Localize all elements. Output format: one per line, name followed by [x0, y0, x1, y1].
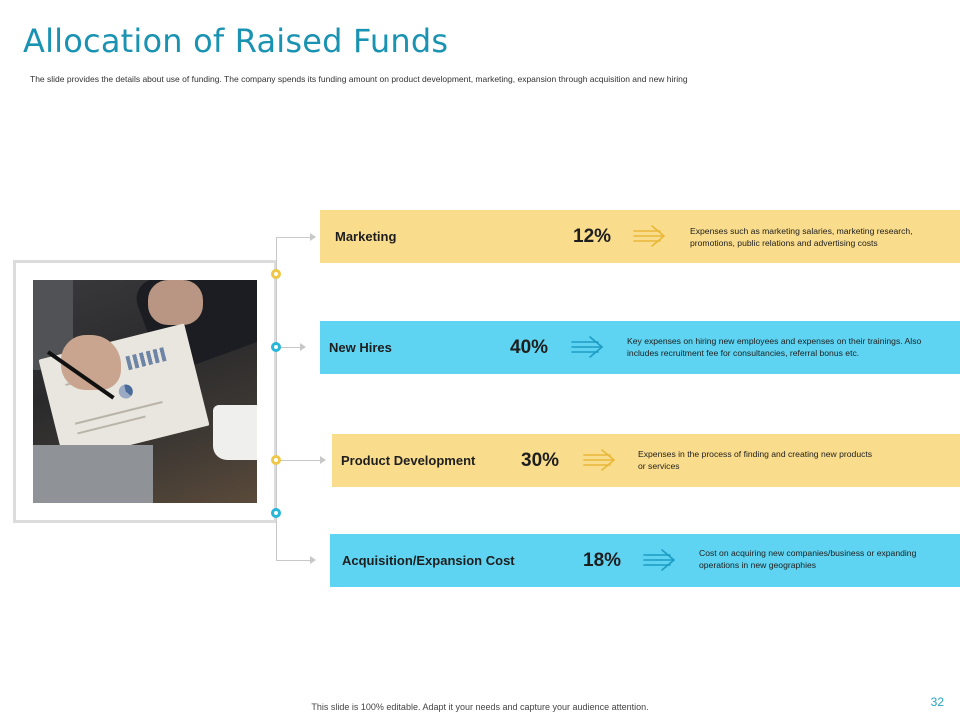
row-label: New Hires	[329, 340, 392, 355]
double-arrow-icon	[632, 222, 670, 250]
connector-dot-icon	[271, 342, 281, 352]
connector-arrow-icon	[310, 556, 316, 564]
connector-dot-icon	[271, 508, 281, 518]
footer-note: This slide is 100% editable. Adapt it your needs and capture your audience attention.	[311, 702, 649, 712]
page-title: Allocation of Raised Funds	[23, 22, 449, 60]
row-description: Expenses such as marketing salaries, marketing research, promotions, public relations and advertising costs	[690, 226, 913, 248]
allocation-row-product-development	[332, 434, 960, 487]
row-label: Marketing	[335, 229, 397, 244]
page-subtitle: The slide provides the details about use of funding. The company spends its funding amount on product development, marketing, expansion through acquisition and new hiring	[30, 74, 688, 84]
double-arrow-icon	[642, 546, 680, 574]
allocation-row-marketing	[320, 210, 960, 263]
double-arrow-icon	[582, 446, 620, 474]
connector-dot-icon	[271, 269, 281, 279]
row-description: Key expenses on hiring new employees and expenses on their trainings. Also includes recruitment fee for consultancies, referral bonus etc.	[627, 336, 922, 358]
row-percent: 40%	[510, 336, 549, 358]
allocation-row-new-hires	[320, 321, 960, 374]
row-label: Product Development	[341, 453, 476, 468]
row-label: Acquisition/Expansion Cost	[342, 553, 515, 568]
row-description: Cost on acquiring new companies/business or expanding operations in new geographies	[699, 548, 917, 570]
row-percent: 12%	[573, 225, 612, 247]
connector-dot-icon	[271, 455, 281, 465]
connector-line	[276, 560, 310, 561]
allocation-row-acquisition-expansion	[330, 534, 960, 587]
connector-arrow-icon	[320, 456, 326, 464]
business-meeting-photo	[33, 280, 257, 503]
connector-arrow-icon	[310, 233, 316, 241]
row-description: Expenses in the process of finding and creating new products or services	[638, 449, 873, 471]
row-percent: 30%	[521, 449, 560, 471]
double-arrow-icon	[570, 333, 608, 361]
page-number: 32	[930, 695, 944, 709]
connector-line	[276, 460, 320, 461]
connector-line	[276, 237, 310, 238]
row-percent: 18%	[583, 549, 622, 571]
connector-arrow-icon	[300, 343, 306, 351]
